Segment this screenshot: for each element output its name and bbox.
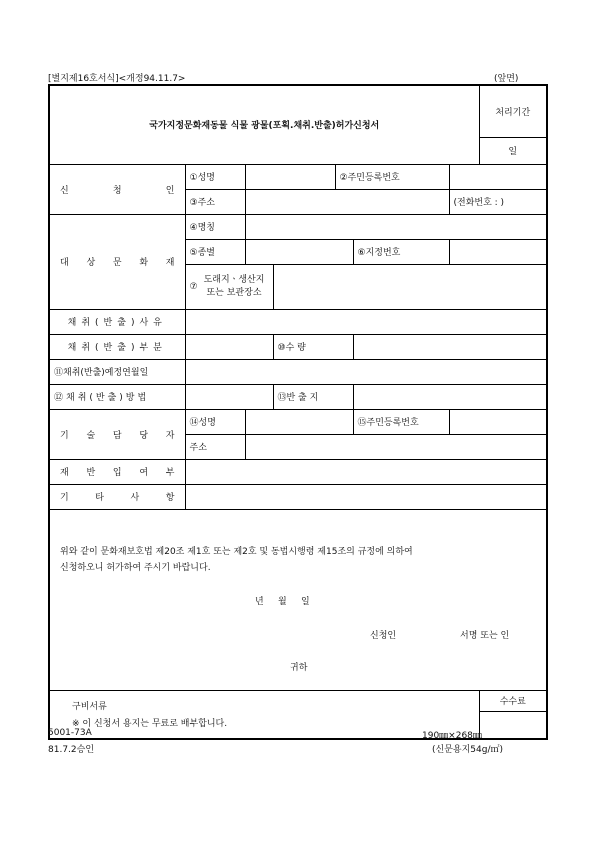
designation-label: ④명칭 (185, 214, 245, 239)
docs-label: 구비서류 (72, 702, 107, 712)
export-field[interactable] (353, 384, 547, 409)
tech-address-label: 주소 (185, 434, 245, 459)
reason-label: 채취(반출)사유 (49, 309, 185, 334)
statement-area (49, 509, 547, 690)
reenter-field[interactable] (185, 459, 547, 484)
statement-recipient: 귀하 (290, 662, 308, 673)
statement-line2: 신청하오니 허가하여 주시기 바랍니다. (60, 562, 211, 573)
form-code: [별지제16호서식]<개정94.11.7> (48, 74, 186, 84)
docs-note: ※ 이 신청서 용지는 무료로 배부합니다. (72, 719, 228, 729)
tech-label: 기 술 담 당 자 (49, 409, 185, 459)
number-field[interactable] (449, 239, 547, 264)
fee-label: 수수료 (479, 690, 547, 711)
applicant-name-field[interactable] (245, 164, 335, 189)
applicant-name-label: ①성명 (185, 164, 245, 189)
statement-applicant: 신청인 (370, 630, 397, 641)
other-field[interactable] (185, 484, 547, 509)
other-label: 기 타 사 항 (49, 484, 185, 509)
applicant-rrn-field[interactable] (449, 164, 547, 189)
location-label: ⑦ 도래지ㆍ생산지 또는 보관장소 (185, 264, 273, 309)
applicant-address-field[interactable] (245, 189, 449, 214)
type-label: ⑤종별 (185, 239, 245, 264)
statement-line1: 위와 같이 문화재보호법 제20조 제1호 또는 제2호 및 동법시행령 제15조의 규정에 의하여 (60, 546, 413, 557)
form-title: 국가지정문화재동물 식물 광물(포획.채취.반출)허가신청서 (49, 85, 479, 164)
date-label: ⑪채취(반출)예정연월일 (49, 359, 185, 384)
tech-address-field[interactable] (245, 434, 547, 459)
part-field[interactable] (185, 334, 273, 359)
processing-value: 일 (479, 137, 547, 164)
export-label: ⑬반 출 지 (273, 384, 353, 409)
paper-type: (신문용지54g/㎡) (432, 745, 503, 755)
quantity-field[interactable] (353, 334, 547, 359)
page-side: (앞면) (494, 74, 519, 84)
approval-date: 81.7.2승인 (48, 745, 95, 755)
designation-field[interactable] (245, 214, 547, 239)
statement-date: 년 월 일 (255, 596, 310, 607)
tech-rrn-label: ⑮주민등록번호 (353, 409, 449, 434)
method-field[interactable] (185, 384, 273, 409)
reason-field[interactable] (185, 309, 547, 334)
part-label: 채취(반출)부분 (49, 334, 185, 359)
statement-sign: 서명 또는 인 (460, 630, 510, 641)
docs-area (49, 690, 479, 739)
tech-name-field[interactable] (245, 409, 353, 434)
application-form (48, 84, 548, 740)
location-field[interactable] (273, 264, 547, 309)
date-field[interactable] (185, 359, 547, 384)
quantity-label: ⑩수 량 (273, 334, 353, 359)
applicant-phone-label: (전화번호 : ) (449, 189, 547, 214)
tech-name-label: ⑭성명 (185, 409, 245, 434)
form-number: 5001-73A (48, 728, 92, 738)
paper-size: 190㎜×268㎜ (422, 731, 482, 741)
applicant-address-label: ③주소 (185, 189, 245, 214)
method-label: ⑫채취(반출)방법 (49, 384, 185, 409)
processing-label: 처리기간 (479, 85, 547, 137)
number-label: ⑥지정번호 (353, 239, 449, 264)
reenter-label: 재 반 입 여 부 (49, 459, 185, 484)
fee-field[interactable] (479, 711, 547, 739)
target-label: 대 상 문 화 재 (49, 214, 185, 309)
applicant-rrn-label: ②주민등록번호 (335, 164, 449, 189)
tech-rrn-field[interactable] (449, 409, 547, 434)
type-field[interactable] (245, 239, 353, 264)
applicant-label: 신 청 인 (49, 164, 185, 214)
